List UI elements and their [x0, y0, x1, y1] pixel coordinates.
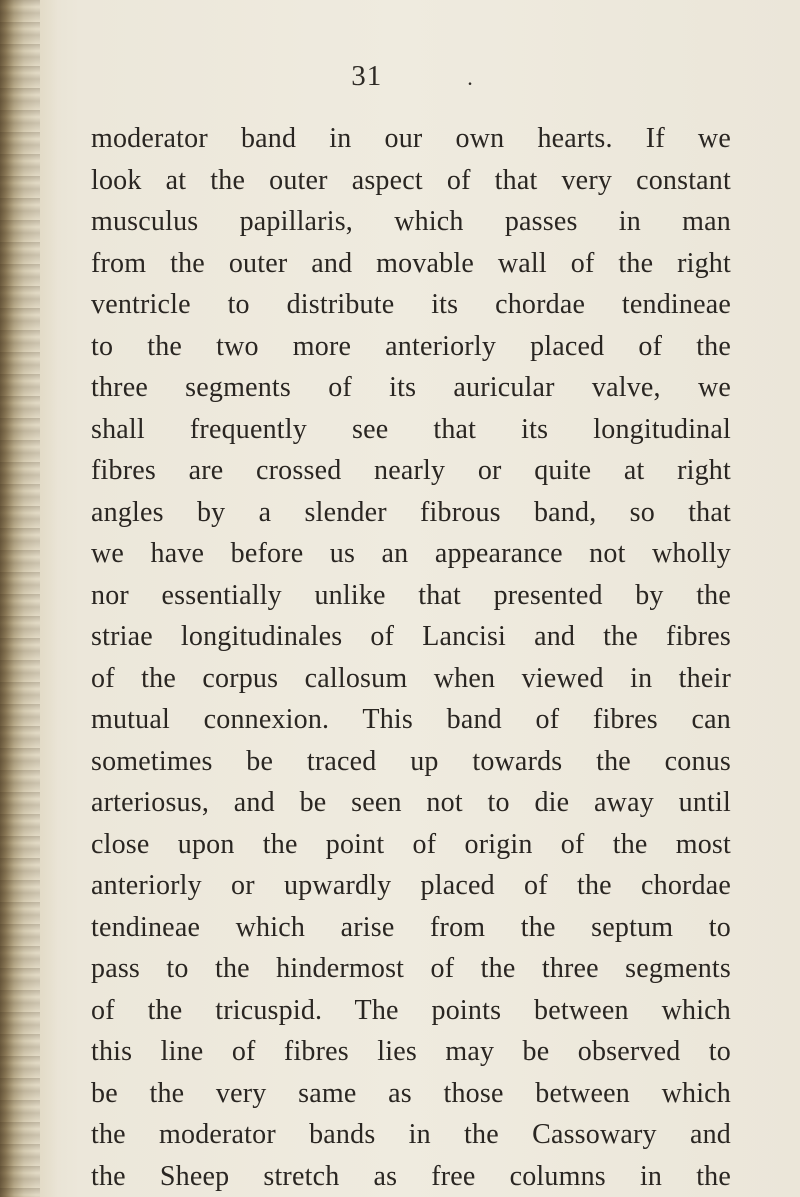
- text-line: of the tricuspid. The points between which: [91, 994, 731, 1026]
- text-line: anteriorly or upwardly placed of the chordae: [91, 870, 731, 901]
- text-line: ventricle to distribute its chordae tendineae: [91, 289, 731, 320]
- text-line: pass to the hindermost of the three segments: [91, 953, 731, 984]
- text-line: to the two more anteriorly placed of the: [91, 330, 731, 362]
- text-line: angles by a slender fibrous band, so that: [91, 496, 731, 528]
- page-number: 31: [351, 60, 383, 92]
- text-line: close upon the point of origin of the most: [91, 828, 731, 860]
- text-line: look at the outer aspect of that very constant: [91, 164, 731, 196]
- text-line: fibres are crossed nearly or quite at right: [91, 455, 731, 486]
- binding-texture: [0, 0, 40, 1197]
- text-line: nor essentially unlike that presented by the: [91, 579, 731, 611]
- text-line: arteriosus, and be seen not to die away until: [91, 787, 731, 818]
- text-line: the moderator bands in the Cassowary and: [91, 1119, 731, 1150]
- body-text: [91, 118, 731, 1197]
- text-line: sometimes be traced up towards the conus: [91, 745, 731, 777]
- text-line: of the corpus callosum when viewed in their: [91, 662, 731, 694]
- text-line: shall frequently see that its longitudinal: [91, 413, 731, 445]
- text-line: this line of fibres lies may be observed to: [91, 1036, 731, 1067]
- page-number-mark: .: [467, 65, 474, 90]
- text-line: musculus papillaris, which passes in man: [91, 206, 731, 237]
- text-line: be the very same as those between which: [91, 1077, 731, 1109]
- page-number-header: [0, 60, 800, 93]
- text-line: tendineae which arise from the septum to: [91, 911, 731, 943]
- text-line: three segments of its auricular valve, we: [91, 372, 731, 403]
- text-line: striae longitudinales of Lancisi and the fibres: [91, 621, 731, 652]
- text-line: we have before us an appearance not wholly: [91, 538, 731, 569]
- text-line: the Sheep stretch as free columns in the: [91, 1160, 731, 1192]
- text-line: from the outer and movable wall of the right: [91, 247, 731, 279]
- text-line: moderator band in our own hearts. If we: [91, 123, 731, 154]
- text-line: mutual connexion. This band of fibres can: [91, 704, 731, 735]
